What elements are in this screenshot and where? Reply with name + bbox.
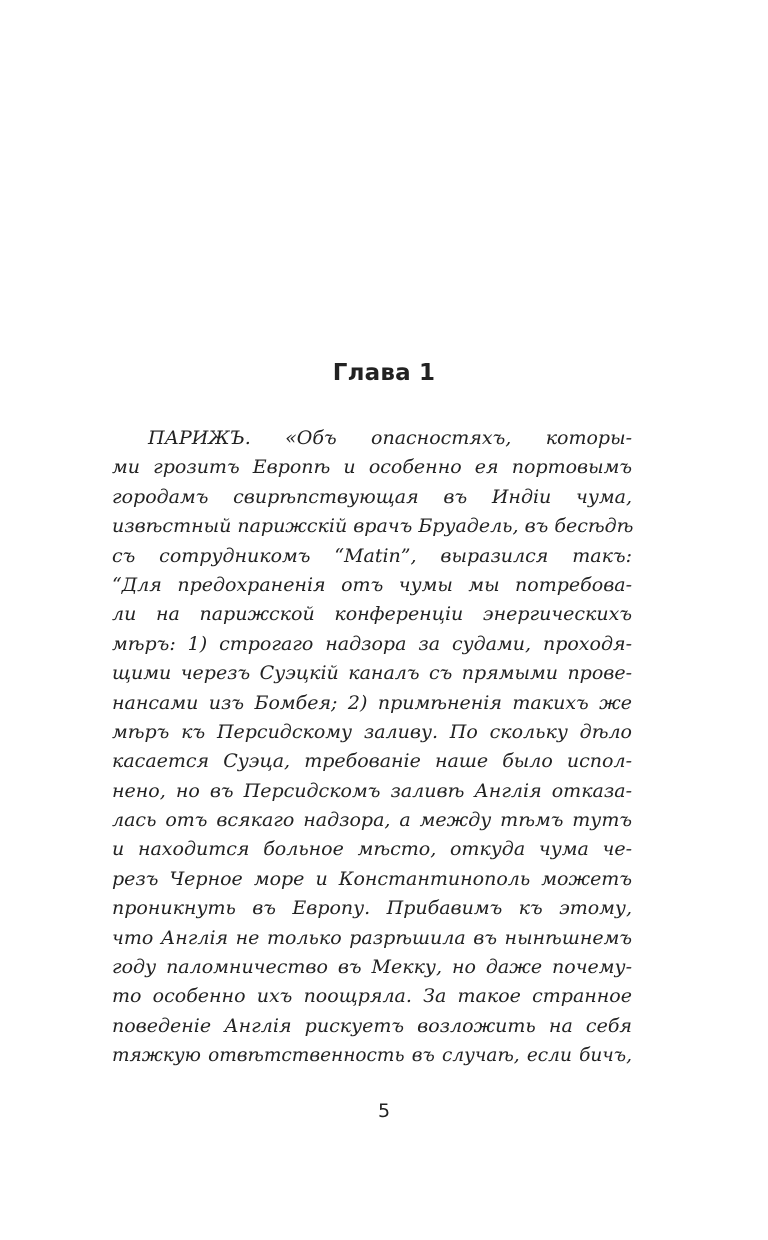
text-line: лась отъ всякаго надзора, а между тѣмъ тутъ	[112, 809, 632, 832]
text-line: городамъ свирѣпствующая въ Индіи чума,	[112, 485, 632, 508]
text-line: резъ Черное море и Константинополь можетъ	[112, 867, 632, 890]
text-line: тяжкую отвѣтственность въ случаѣ, если бичъ,	[112, 1045, 632, 1067]
text-line: то особенно ихъ поощряла. За такое странное	[112, 985, 632, 1008]
text-line: ли на парижской конференціи энергическихъ	[112, 603, 632, 626]
text-line: ПАРИЖЪ. «Объ опасностяхъ, которы-	[148, 427, 632, 449]
text-line: касается Суэца, требованіе наше было испол-	[112, 750, 632, 773]
page-number: 5	[377, 1100, 391, 1122]
text-line: что Англія не только разрѣшила въ нынѣшнемъ	[112, 926, 632, 949]
text-line: и находится больное мѣсто, откуда чума че-	[112, 838, 632, 861]
text-line: проникнуть въ Европу. Прибавимъ къ этому,	[112, 897, 632, 920]
text-line: ми грозитъ Европѣ и особенно ея портовымъ	[112, 456, 632, 479]
chapter-body-text	[112, 424, 632, 1071]
text-line: съ сотрудникомъ “Matin”, выразился такъ:	[112, 544, 632, 567]
text-line: мѣръ къ Персидскому заливу. По скольку дѣло	[112, 720, 632, 743]
text-line: году паломничество въ Мекку, но даже почему-	[112, 956, 632, 979]
text-line: извѣстный парижскій врачъ Бруадель, въ бесѣдѣ	[112, 515, 634, 538]
text-line: мѣръ: 1) строгаго надзора за судами, проходя-	[112, 632, 632, 655]
text-line: щими черезъ Суэцкій каналъ съ прямыми прове-	[112, 662, 632, 685]
text-line: нансами изъ Бомбея; 2) примѣненія такихъ же	[112, 691, 632, 714]
text-line: поведеніе Англія рискуетъ возложить на себя	[112, 1014, 632, 1037]
chapter-title: Глава 1	[332, 360, 436, 386]
text-line: “Для предохраненія отъ чумы мы потребова-	[112, 573, 632, 596]
text-line: нено, но въ Персидскомъ заливѣ Англія отказа-	[112, 779, 632, 802]
